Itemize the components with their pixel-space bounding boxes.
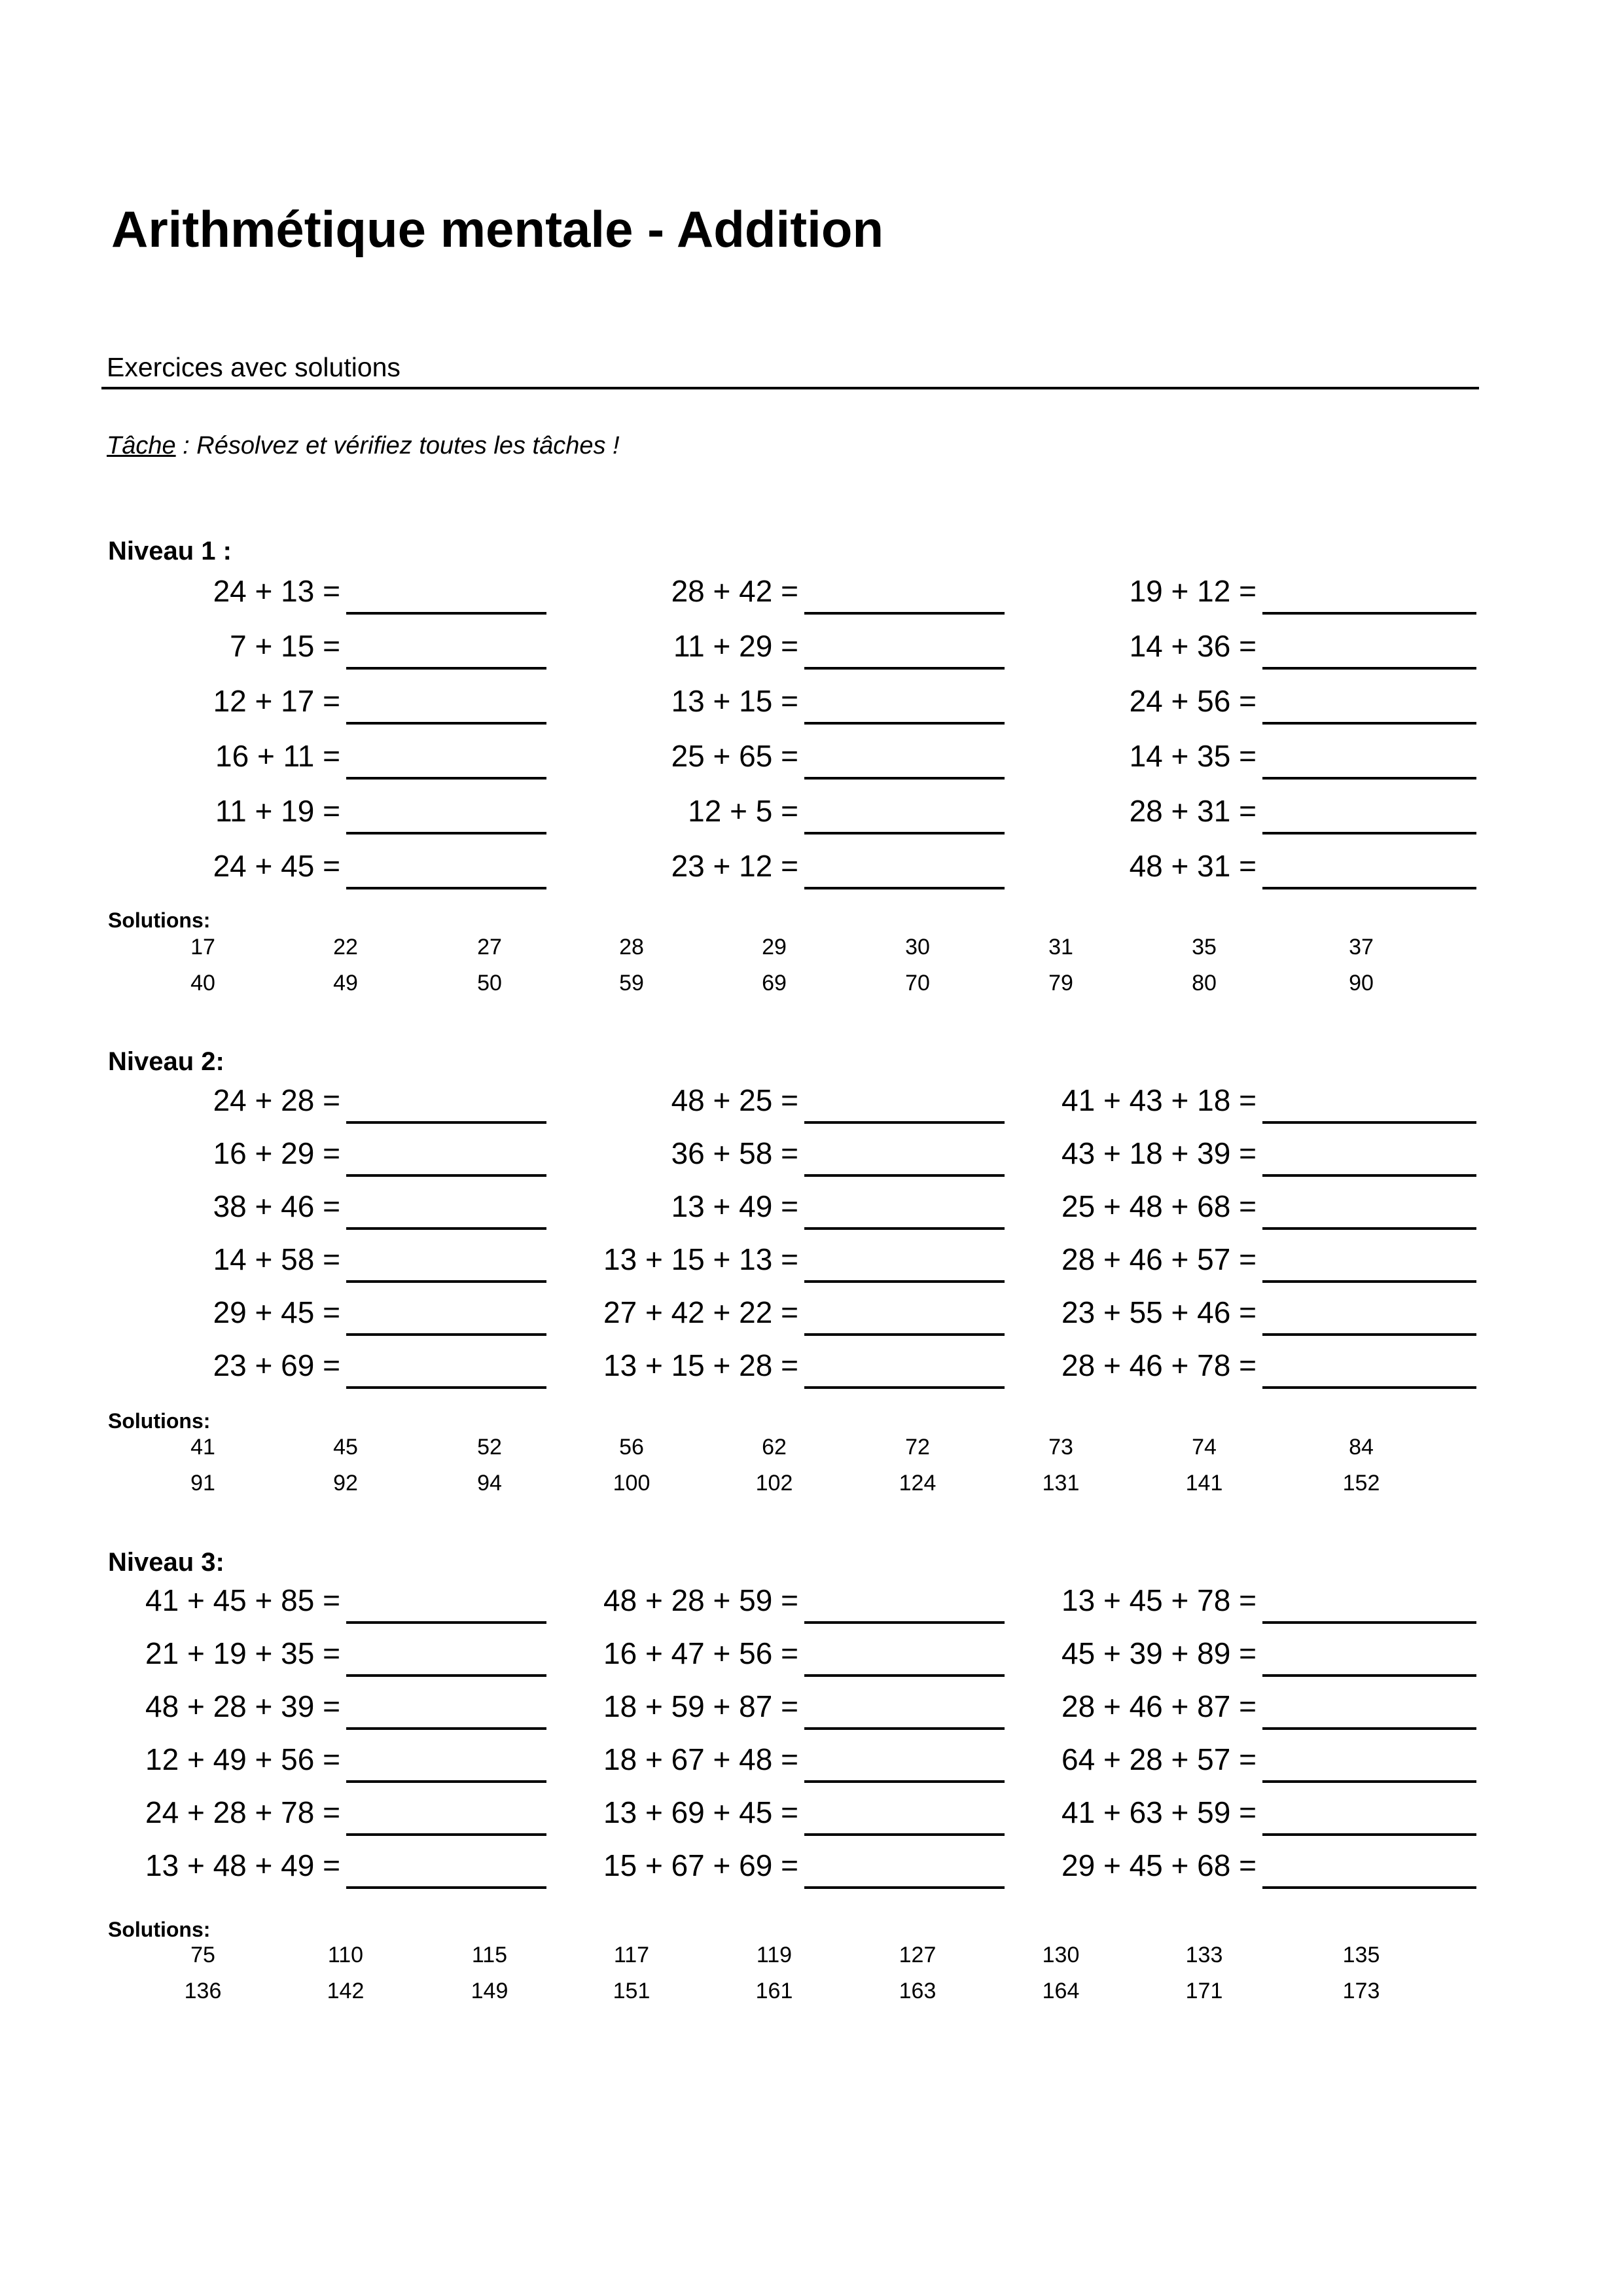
exercise-expression: 25 + 48 + 68 = [1061,1189,1257,1223]
task-instruction [107,432,620,460]
answer-blank[interactable] [804,1121,1005,1124]
solution-value: 124 [899,1471,936,1496]
answer-blank[interactable] [804,1227,1005,1230]
solution-value: 161 [755,1979,793,2003]
exercise-expression: 18 + 67 + 48 = [603,1742,798,1776]
answer-blank[interactable] [1262,1121,1476,1124]
exercise-expression: 27 + 42 + 22 = [603,1295,798,1329]
answer-blank[interactable] [346,1833,546,1836]
exercise-expression: 45 + 39 + 89 = [1061,1636,1257,1670]
solution-value: 135 [1342,1943,1380,1967]
exercise-expression: 28 + 31 = [1129,794,1257,828]
exercise-expression: 13 + 48 + 49 = [145,1848,340,1882]
exercise-expression: 12 + 17 = [213,684,340,718]
solutions-label: Solutions: [108,908,211,932]
answer-blank[interactable] [1262,722,1476,725]
exercise-expression: 13 + 15 + 13 = [603,1242,798,1276]
exercise-expression: 16 + 29 = [213,1136,340,1170]
answer-blank[interactable] [346,1780,546,1783]
answer-blank[interactable] [346,777,546,780]
solution-value: 151 [613,1979,651,2003]
answer-blank[interactable] [804,667,1005,670]
answer-blank[interactable] [1262,1727,1476,1730]
solution-value: 149 [471,1979,508,2003]
exercise-expression: 23 + 12 = [671,849,798,883]
solution-value: 75 [190,1943,215,1967]
exercise-expression: 28 + 46 + 87 = [1061,1689,1257,1723]
exercise-expression: 16 + 47 + 56 = [603,1636,798,1670]
exercise-expression: 13 + 15 + 28 = [603,1348,798,1382]
exercise-expression: 48 + 31 = [1129,849,1257,883]
answer-blank[interactable] [1262,1674,1476,1677]
solution-value: 141 [1185,1471,1223,1496]
answer-blank[interactable] [346,1227,546,1230]
solution-value: 164 [1042,1979,1080,2003]
exercise-expression: 14 + 36 = [1129,629,1257,663]
solution-value: 56 [619,1435,644,1460]
page-title: Arithmétique mentale - Addition [111,200,884,258]
exercise-expression: 13 + 45 + 78 = [1061,1583,1257,1617]
exercise-expression: 14 + 35 = [1129,739,1257,773]
exercise-expression: 24 + 56 = [1129,684,1257,718]
answer-blank[interactable] [804,722,1005,725]
exercise-expression: 13 + 49 = [671,1189,798,1223]
solution-value: 41 [190,1435,215,1460]
exercise-expression: 41 + 63 + 59 = [1061,1795,1257,1829]
page-subtitle: Exercices avec solutions [107,352,401,382]
solution-value: 94 [477,1471,502,1496]
solution-value: 17 [190,935,215,960]
exercise-expression: 15 + 67 + 69 = [603,1848,798,1882]
exercise-expression: 24 + 45 = [213,849,340,883]
exercise-expression: 23 + 55 + 46 = [1061,1295,1257,1329]
solution-value: 35 [1192,935,1217,960]
solution-value: 70 [905,971,930,996]
exercise-expression: 21 + 19 + 35 = [145,1636,340,1670]
exercise-expression: 12 + 5 = [688,794,798,828]
exercise-expression: 13 + 15 = [671,684,798,718]
answer-blank[interactable] [804,612,1005,615]
answer-blank[interactable] [804,1833,1005,1836]
solution-value: 136 [184,1979,222,2003]
answer-blank[interactable] [1262,777,1476,780]
solution-value: 117 [613,1943,650,1967]
answer-blank[interactable] [1262,1227,1476,1230]
solution-value: 163 [899,1979,936,2003]
solution-value: 90 [1349,971,1374,996]
answer-blank[interactable] [1262,1386,1476,1389]
solution-value: 73 [1048,1435,1073,1460]
solution-value: 31 [1048,935,1073,960]
solution-value: 59 [619,971,644,996]
solution-value: 110 [327,1943,364,1967]
answer-blank[interactable] [346,612,546,615]
answer-blank[interactable] [346,1621,546,1624]
answer-blank[interactable] [346,667,546,670]
level-title: Niveau 3: [108,1548,224,1577]
exercise-expression: 24 + 28 + 78 = [145,1795,340,1829]
solution-value: 131 [1042,1471,1080,1496]
answer-blank[interactable] [346,887,546,889]
solution-value: 115 [471,1943,508,1967]
exercise-expression: 28 + 42 = [671,574,798,608]
solution-value: 119 [756,1943,793,1967]
exercise-expression: 41 + 43 + 18 = [1061,1083,1257,1117]
level-title: Niveau 2: [108,1047,224,1076]
exercise-expression: 7 + 15 = [230,629,340,663]
header-divider [101,387,1479,389]
answer-blank[interactable] [346,1174,546,1177]
solution-value: 72 [905,1435,930,1460]
solution-value: 27 [477,935,502,960]
solution-value: 69 [762,971,787,996]
exercise-expression: 48 + 28 + 39 = [145,1689,340,1723]
solution-value: 29 [762,935,787,960]
exercise-expression: 48 + 28 + 59 = [603,1583,798,1617]
exercise-expression: 41 + 45 + 85 = [145,1583,340,1617]
answer-blank[interactable] [804,1780,1005,1783]
exercise-expression: 23 + 69 = [213,1348,340,1382]
exercise-expression: 24 + 13 = [213,574,340,608]
solution-value: 91 [190,1471,215,1496]
answer-blank[interactable] [346,1727,546,1730]
answer-blank[interactable] [346,1121,546,1124]
answer-blank[interactable] [804,777,1005,780]
solution-value: 80 [1192,971,1217,996]
solution-value: 127 [899,1943,936,1967]
answer-blank[interactable] [804,1333,1005,1336]
answer-blank[interactable] [804,1727,1005,1730]
solution-value: 52 [477,1435,502,1460]
solution-value: 30 [905,935,930,960]
exercise-expression: 24 + 28 = [213,1083,340,1117]
answer-blank[interactable] [346,1886,546,1889]
answer-blank[interactable] [804,832,1005,834]
solution-value: 74 [1192,1435,1217,1460]
solutions-label: Solutions: [108,1409,211,1433]
answer-blank[interactable] [1262,612,1476,615]
exercise-expression: 28 + 46 + 78 = [1061,1348,1257,1382]
solution-value: 79 [1048,971,1073,996]
task-text: : Résolvez et vérifiez toutes les tâches ! [175,432,620,459]
solution-value: 133 [1185,1943,1223,1967]
answer-blank[interactable] [346,1280,546,1283]
exercise-expression: 19 + 12 = [1129,574,1257,608]
task-label: Tâche [107,432,176,459]
exercise-expression: 29 + 45 + 68 = [1061,1848,1257,1882]
answer-blank[interactable] [346,1674,546,1677]
answer-blank[interactable] [1262,1621,1476,1624]
exercise-expression: 14 + 58 = [213,1242,340,1276]
exercise-expression: 25 + 65 = [671,739,798,773]
exercise-expression: 29 + 45 = [213,1295,340,1329]
answer-blank[interactable] [804,1280,1005,1283]
answer-blank[interactable] [1262,1280,1476,1283]
answer-blank[interactable] [346,1333,546,1336]
solution-value: 62 [762,1435,787,1460]
exercise-expression: 11 + 19 = [215,794,340,828]
exercise-expression: 18 + 59 + 87 = [603,1689,798,1723]
answer-blank[interactable] [1262,667,1476,670]
exercise-expression: 13 + 69 + 45 = [603,1795,798,1829]
answer-blank[interactable] [1262,1780,1476,1783]
solution-value: 173 [1342,1979,1380,2003]
solutions-label: Solutions: [108,1918,211,1941]
answer-blank[interactable] [1262,832,1476,834]
exercise-expression: 43 + 18 + 39 = [1061,1136,1257,1170]
exercise-expression: 38 + 46 = [213,1189,340,1223]
exercise-expression: 11 + 29 = [673,629,798,663]
answer-blank[interactable] [1262,1886,1476,1889]
solution-value: 102 [755,1471,793,1496]
answer-blank[interactable] [804,1674,1005,1677]
answer-blank[interactable] [1262,1833,1476,1836]
solution-value: 45 [333,1435,358,1460]
answer-blank[interactable] [346,832,546,834]
solution-value: 130 [1042,1943,1080,1967]
exercise-expression: 12 + 49 + 56 = [145,1742,340,1776]
answer-blank[interactable] [804,887,1005,889]
exercise-expression: 48 + 25 = [671,1083,798,1117]
solution-value: 40 [190,971,215,996]
solution-value: 171 [1185,1979,1223,2003]
exercise-expression: 28 + 46 + 57 = [1061,1242,1257,1276]
solution-value: 49 [333,971,358,996]
solution-value: 100 [613,1471,651,1496]
exercise-expression: 16 + 11 = [215,739,340,773]
exercise-expression: 64 + 28 + 57 = [1061,1742,1257,1776]
exercise-expression: 36 + 58 = [671,1136,798,1170]
answer-blank[interactable] [804,1886,1005,1889]
solution-value: 22 [333,935,358,960]
answer-blank[interactable] [1262,1333,1476,1336]
solution-value: 92 [333,1471,358,1496]
solution-value: 37 [1349,935,1374,960]
answer-blank[interactable] [1262,1174,1476,1177]
solution-value: 50 [477,971,502,996]
solution-value: 84 [1349,1435,1374,1460]
answer-blank[interactable] [346,1386,546,1389]
answer-blank[interactable] [804,1621,1005,1624]
level-title: Niveau 1 : [108,537,232,565]
solution-value: 142 [327,1979,365,2003]
answer-blank[interactable] [804,1386,1005,1389]
answer-blank[interactable] [804,1174,1005,1177]
solution-value: 28 [619,935,644,960]
answer-blank[interactable] [1262,887,1476,889]
solution-value: 152 [1342,1471,1380,1496]
answer-blank[interactable] [346,722,546,725]
